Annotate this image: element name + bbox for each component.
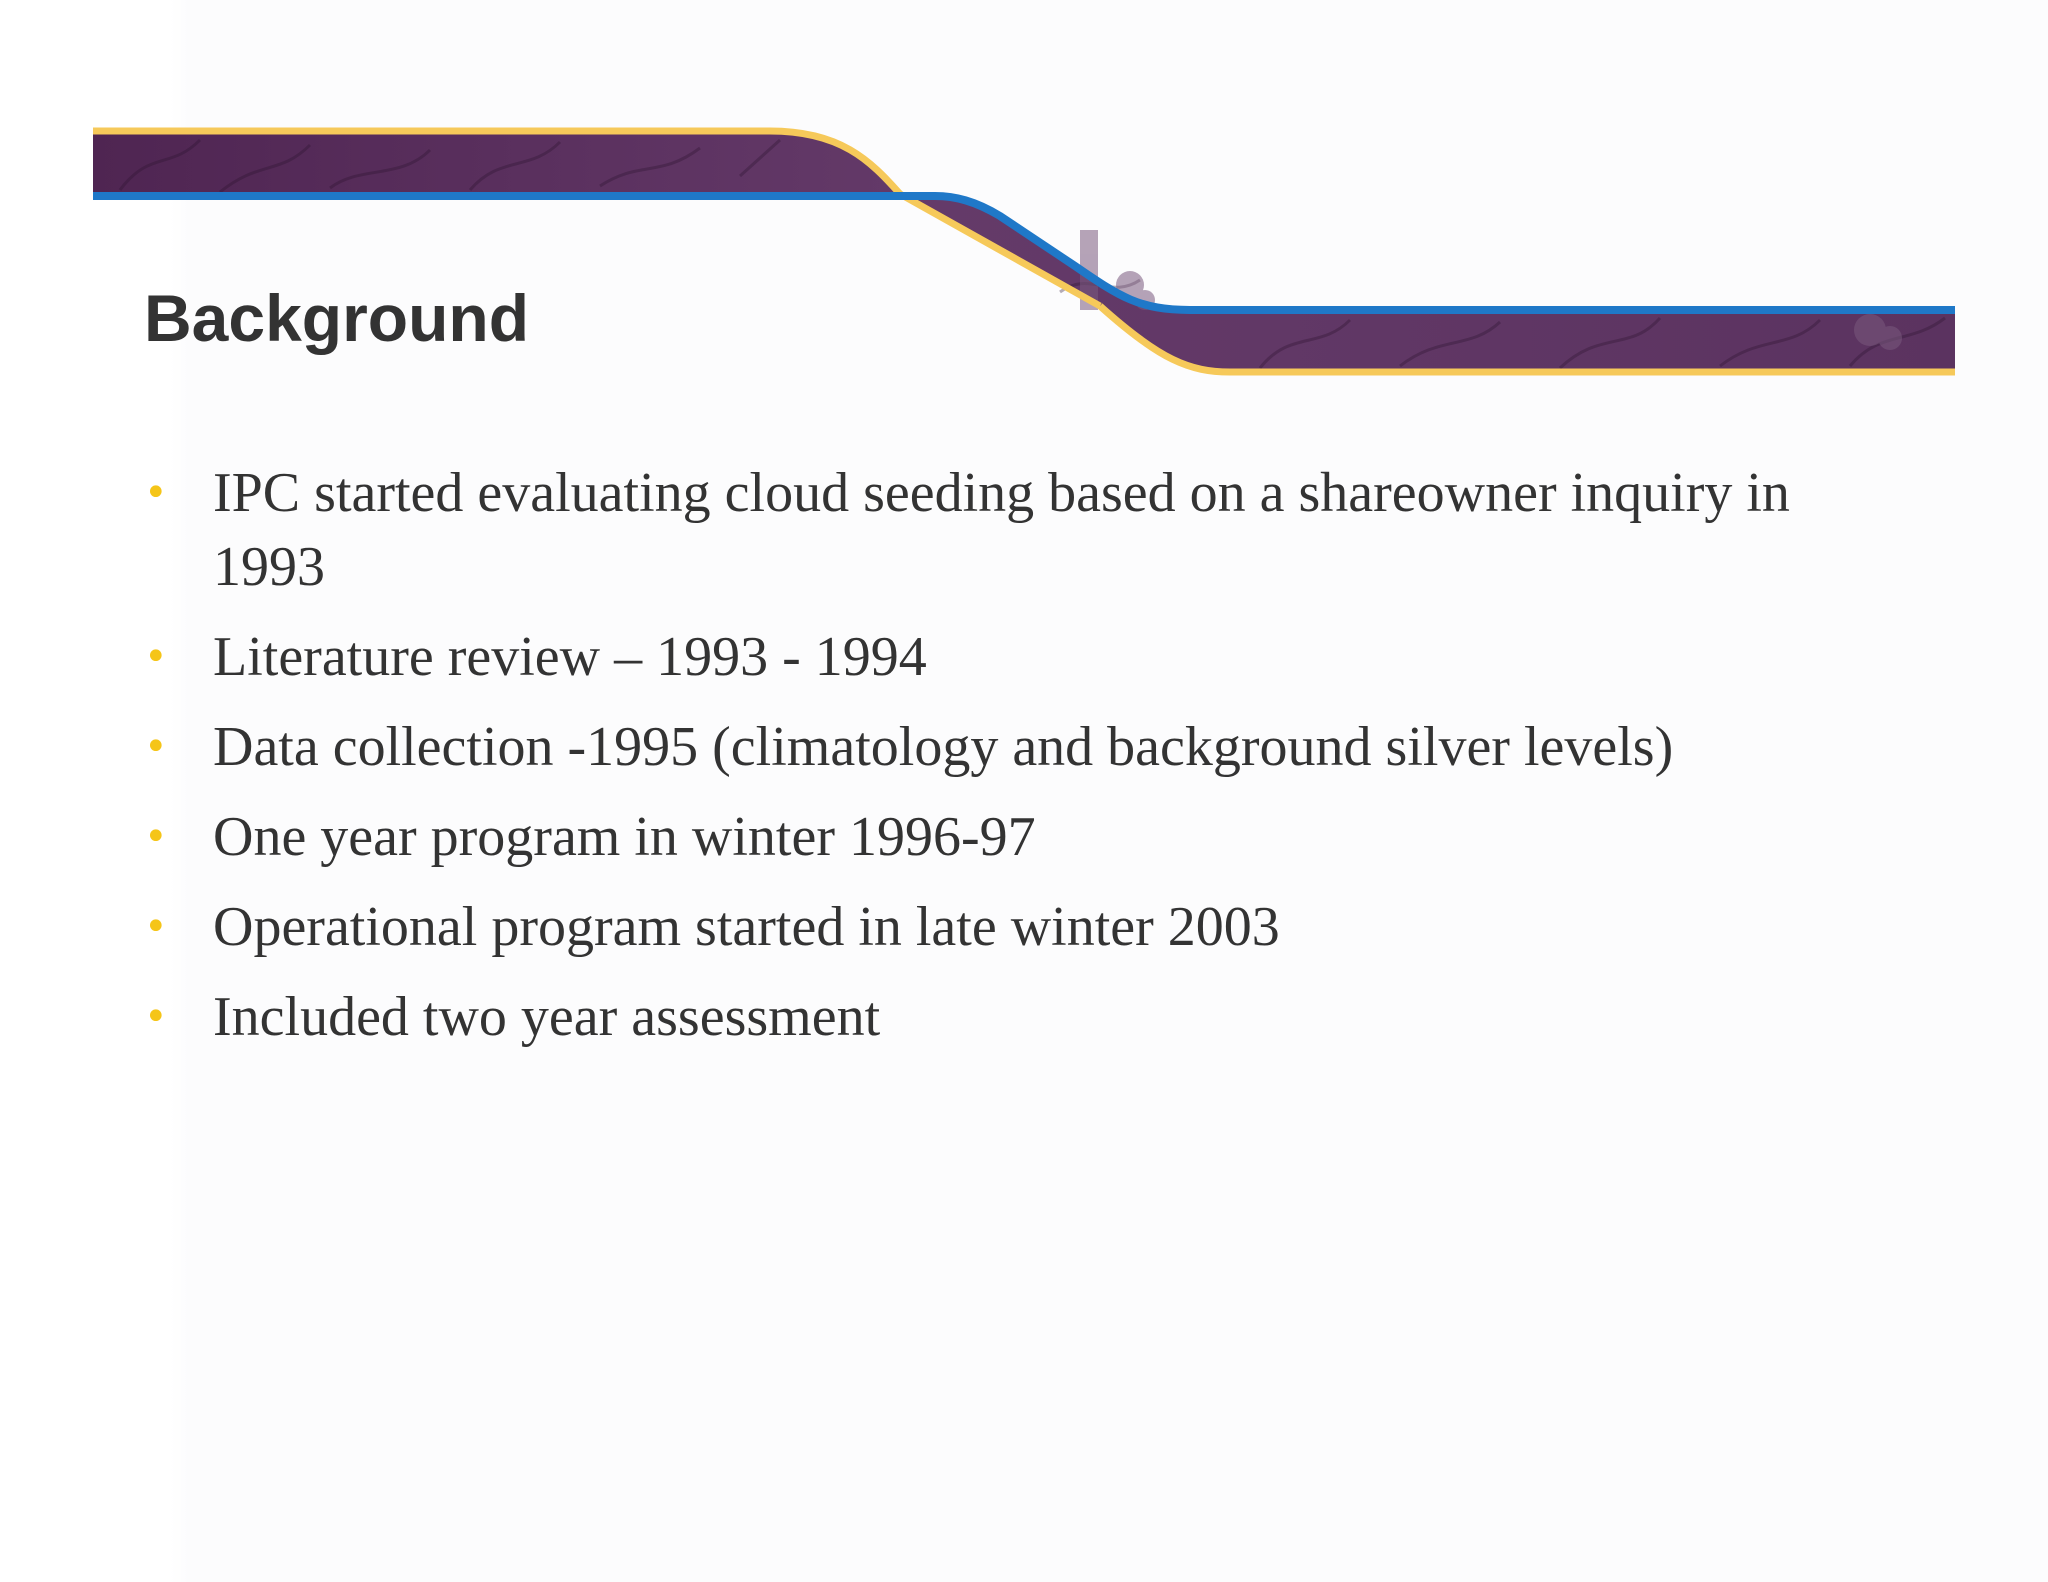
bullet-item [144, 980, 1904, 1054]
bullet-text: Included two year assessment [213, 986, 881, 1048]
bullet-item [144, 710, 1904, 784]
banner-gold-slope-edge [900, 194, 1100, 306]
bullet-text: One year program in winter 1996-97 [213, 806, 1036, 868]
bullet-icon: • [144, 904, 168, 950]
bullet-text: Literature review – 1993 - 1994 [213, 626, 927, 688]
bullet-icon: • [144, 634, 168, 680]
bullet-item [144, 890, 1904, 964]
bullet-item [144, 620, 1904, 694]
bullet-icon: • [144, 994, 168, 1040]
bullet-icon: • [144, 814, 168, 860]
bullet-icon: • [144, 470, 168, 516]
bullet-item [144, 800, 1904, 874]
bullet-list [144, 456, 1904, 1070]
bullet-item [144, 456, 1904, 604]
bullet-text: IPC started evaluating cloud seeding based on a shareowner inquiry in 1993 [213, 462, 1790, 598]
bullet-icon: • [144, 724, 168, 770]
bullet-text: Data collection -1995 (climatology and background silver levels) [213, 716, 1674, 778]
slide-title: Background [144, 281, 530, 355]
bullet-text: Operational program started in late winter 2003 [213, 896, 1280, 958]
